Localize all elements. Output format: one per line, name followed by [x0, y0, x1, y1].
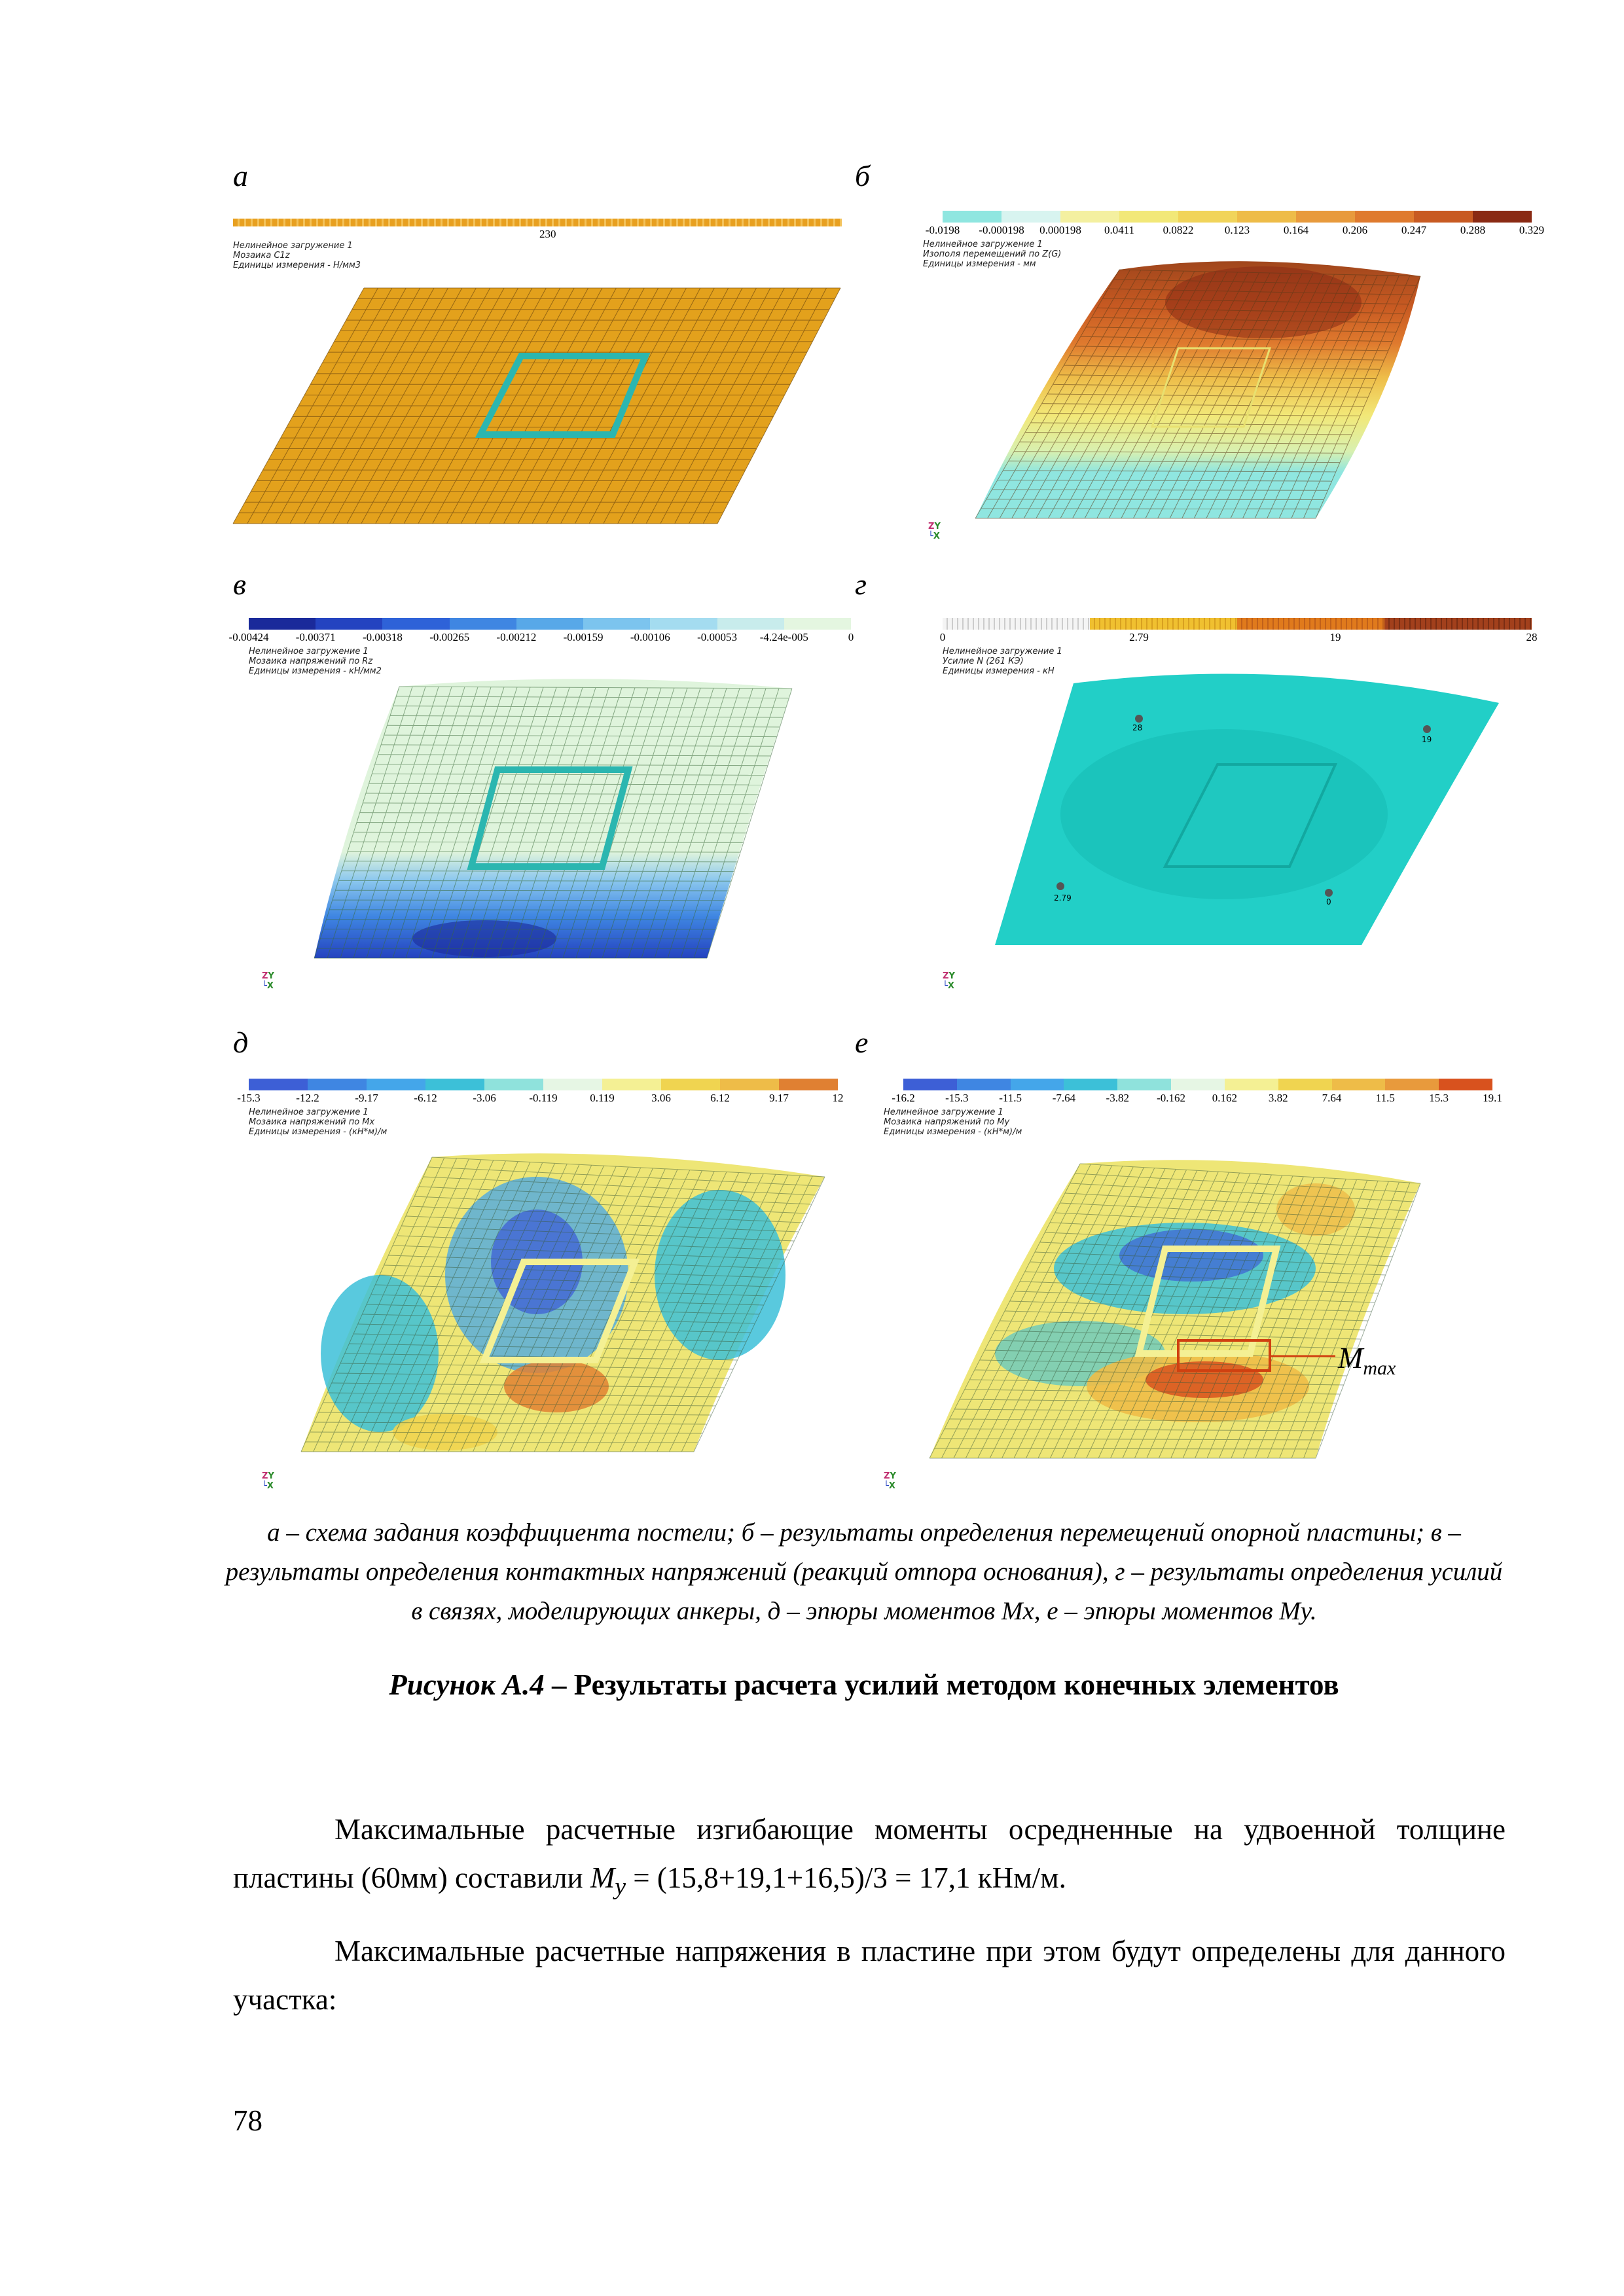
legend-tick-label: 12	[832, 1092, 844, 1104]
legend-tick-label: 6.12	[710, 1092, 730, 1104]
legend-tick-label: -11.5	[999, 1092, 1022, 1104]
legend-tick-label: 0.0822	[1163, 224, 1194, 236]
plate-v-mesh	[249, 618, 877, 971]
panel-a	[233, 216, 848, 524]
legend-tick-label: -0.00265	[429, 631, 470, 643]
panel-letter-a: а	[233, 159, 248, 192]
legend-tick-label: 3.82	[1268, 1092, 1288, 1104]
paragraph-1: Максимальные расчетные изгибающие моменты осредненные на удвоенной толщине пластины (60мм) составили $M_y = (15,8+19,1+16,5)/3 = 17,1$ кНм/м.	[233, 1813, 1506, 1900]
legend-tick-label: -0.119	[529, 1092, 558, 1104]
legend-tick-label: 7.64	[1322, 1092, 1342, 1104]
page-number: 78	[233, 2104, 262, 2137]
legend-tick-label: 0	[848, 631, 854, 643]
panel-letter-b: б	[855, 159, 871, 192]
paragraph-2: Максимальные расчетные напряжения в пластине при этом будут определены для данного участка:	[233, 1935, 1506, 2016]
plate-g-mesh	[943, 618, 1558, 971]
legend-tick-label: 19.1	[1483, 1092, 1502, 1104]
panel-d-info: Нелинейное загружение 1 Мозаика напряжений по Mx Единицы измерения - (кН*м)/м	[249, 1107, 388, 1137]
legend-tick-label: 0.206	[1342, 224, 1368, 236]
legend-tick-label: 0.119	[590, 1092, 615, 1104]
legend-tick-label: 3.06	[651, 1092, 671, 1104]
legend-tick-label: 15.3	[1429, 1092, 1449, 1104]
axes-icon-e: ZY └X	[884, 1471, 896, 1491]
anchor-label-0: 0	[1326, 897, 1331, 906]
legend-tick-label: -15.3	[945, 1092, 969, 1104]
legend-tick-label: 0	[939, 631, 946, 643]
legend-tick-label: 28	[1526, 631, 1538, 643]
plate-a-mesh	[233, 216, 848, 524]
anchor-label-2.79: 2.79	[1054, 893, 1072, 903]
legend-tick-label: -7.64	[1052, 1092, 1076, 1104]
panel-a-info: Нелинейное загружение 1 Мозаика C1z Единицы измерения - Н/мм3	[233, 241, 361, 270]
panel-letter-d: д	[233, 1026, 249, 1059]
legend-tick-label: -4.24e-005	[759, 631, 808, 643]
legend-tick-label: 0.247	[1401, 224, 1427, 236]
axes-icon-d: ZY └X	[262, 1471, 274, 1491]
legend-tick-label: 2.79	[1129, 631, 1149, 643]
legend-tick-label: -0.162	[1157, 1092, 1186, 1104]
panel-d	[237, 1079, 877, 1498]
axes-icon-v: ZY └X	[262, 971, 274, 991]
panel-v	[228, 618, 877, 991]
legend-tick-label: 11.5	[1375, 1092, 1395, 1104]
axes-icon-b: ZY └X	[928, 522, 941, 541]
legend-tick-label: -0.000198	[979, 224, 1024, 236]
legend-tick-label: -6.12	[414, 1092, 437, 1104]
legend-tick-label: -0.00318	[362, 631, 403, 643]
panel-letter-e: е	[855, 1026, 869, 1059]
legend-tick-label: -12.2	[296, 1092, 319, 1104]
legend-tick-label: -15.3	[237, 1092, 261, 1104]
plate-e-mesh	[884, 1079, 1538, 1498]
legend-tick-label: 0.162	[1212, 1092, 1238, 1104]
panel-b	[923, 211, 1551, 551]
bedding-scale-label: 230	[539, 228, 556, 240]
plate-b-mesh	[923, 211, 1551, 551]
figure-caption: а – схема задания коэффициента постели; б – результаты определения перемещений опорной пластины; в – результаты определения контактных напряжений (реакций отпора основания), г – результаты определения усилий в связях, моделирующих анкеры, д – эпюры моментов Mx, е – эпюры моментов My.	[225, 1518, 1503, 1625]
anchor-label-28: 28	[1132, 723, 1143, 732]
legend-tick-label: 19	[1329, 631, 1341, 643]
max-moment-annotation: $M_{max}$	[1338, 1341, 1396, 1380]
legend-tick-label: -0.00212	[496, 631, 537, 643]
legend-tick-label: -0.00371	[295, 631, 336, 643]
legend-tick-label: -0.00159	[563, 631, 604, 643]
legend-tick-label: -9.17	[355, 1092, 378, 1104]
plate-d-mesh	[249, 1079, 877, 1498]
legend-tick-label: -0.00106	[630, 631, 670, 643]
legend-tick-label: 0.0411	[1104, 224, 1135, 236]
legend-tick-label: -0.00424	[228, 631, 269, 643]
panel-v-info: Нелинейное загружение 1 Мозаика напряжений по Rz Единицы измерения - кН/мм2	[249, 647, 382, 676]
legend-tick-label: -0.00053	[697, 631, 738, 643]
legend-tick-label: -3.82	[1106, 1092, 1129, 1104]
panel-g-info: Нелинейное загружение 1 Усилие N (261 КЭ) Единицы измерения - кН	[943, 647, 1062, 676]
panel-b-info: Нелинейное загружение 1 Изополя перемещений по Z(G) Единицы измерения - мм	[923, 240, 1062, 269]
legend-tick-label: 9.17	[769, 1092, 789, 1104]
legend-tick-label: -16.2	[892, 1092, 915, 1104]
legend-tick-label: 0.000198	[1039, 224, 1081, 236]
legend-tick-label: -0.0198	[925, 224, 960, 236]
panel-e-info: Нелинейное загружение 1 Мозаика напряжений по My Единицы измерения - (кН*м)/м	[884, 1107, 1022, 1137]
panel-e	[884, 1079, 1538, 1498]
panel-letter-v: в	[233, 567, 246, 601]
panel-letter-g: г	[855, 567, 867, 601]
legend-tick-label: -3.06	[473, 1092, 496, 1104]
legend-tick-label: 0.123	[1224, 224, 1250, 236]
legend-tick-label: 0.164	[1283, 224, 1309, 236]
legend-tick-label: 0.329	[1519, 224, 1545, 236]
figure-title: Рисунок А.4 – Результаты расчета усилий методом конечных элементов	[389, 1668, 1339, 1701]
anchor-label-19: 19	[1422, 735, 1432, 744]
panel-g	[939, 618, 1558, 991]
legend-tick-label: 0.288	[1460, 224, 1486, 236]
axes-icon-g: ZY └X	[943, 971, 955, 991]
